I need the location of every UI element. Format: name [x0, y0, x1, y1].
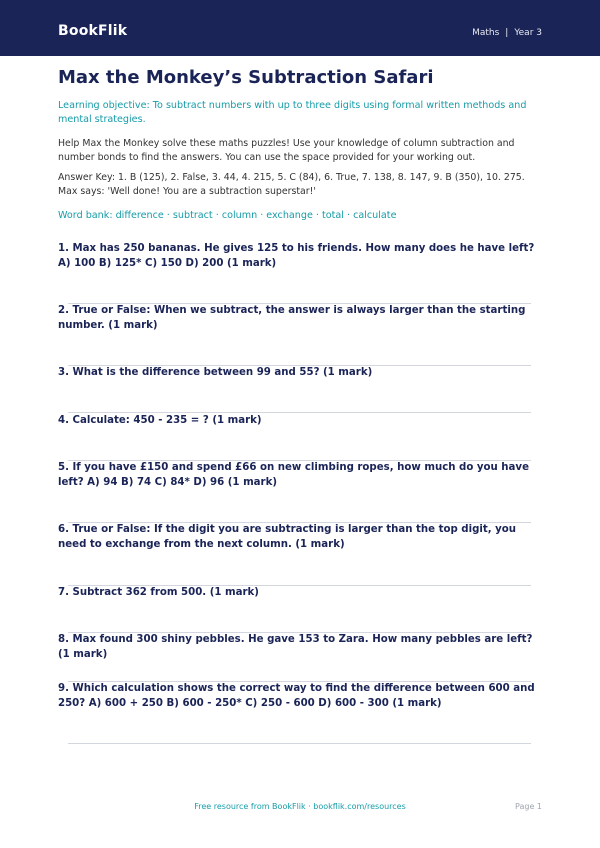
footer-source: Free resource from BookFlik · bookflik.com/resources — [194, 802, 406, 811]
question-3: 3. What is the difference between 99 and 55? (1 mark) — [58, 367, 373, 378]
question-9: 9. Which calculation shows the correct way to find the difference between 600 and 250? A) 600 + 250 B) 600 - 250* C) 250 - 600 D) 600 - 300 (1 mark) — [58, 683, 535, 709]
question-6: 6. True or False: If the digit you are subtracting is larger than the top digit, you need to exchange from the next column. (1 mark) — [58, 524, 517, 550]
answer-key: Answer Key: 1. B (125), 2. False, 3. 44, 4. 215, 5. C (84), 6. True, 7. 138, 8. 147, 9. B (350), 10. 275. Max says: 'Well done! You are a subtraction superstar!' — [58, 172, 525, 197]
year-label: Year 3 — [514, 28, 542, 38]
answer-line-9 — [68, 743, 531, 744]
question-5: 5. If you have £150 and spend £66 on new climbing ropes, how much do you have left? A) 94 B) 74 C) 84* D) 96 (1 mark) — [58, 462, 529, 488]
question-4: 4. Calculate: 450 - 235 = ? (1 mark) — [58, 415, 262, 426]
brand-logo: BookFlik — [58, 23, 128, 39]
page-number: Page 1 — [515, 802, 542, 811]
question-7: 7. Subtract 362 from 500. (1 mark) — [58, 587, 259, 598]
intro-text: Help Max the Monkey solve these maths puzzles! Use your knowledge of column subtraction and number bonds to find the answers. You can use the space provided for your working out. — [58, 138, 515, 163]
question-8: 8. Max found 300 shiny pebbles. He gave 153 to Zara. How many pebbles are left? (1 mark) — [58, 634, 533, 660]
question-2: 2. True or False: When we subtract, the answer is always larger than the starting number. (1 mark) — [58, 305, 526, 331]
learning-objective: Learning objective: To subtract numbers with up to three digits using formal written methods and mental strategies. — [58, 100, 527, 125]
header-meta — [472, 27, 542, 39]
header-bar — [0, 0, 600, 56]
meta-separator: | — [505, 28, 509, 38]
page-title: Max the Monkey’s Subtraction Safari — [58, 67, 434, 88]
word-bank: Word bank: difference · subtract · column · exchange · total · calculate — [58, 210, 397, 221]
question-1: 1. Max has 250 bananas. He gives 125 to his friends. How many does he have left? A) 100 B) 125* C) 150 D) 200 (1 mark) — [58, 243, 535, 269]
subject-label: Maths — [472, 28, 500, 38]
